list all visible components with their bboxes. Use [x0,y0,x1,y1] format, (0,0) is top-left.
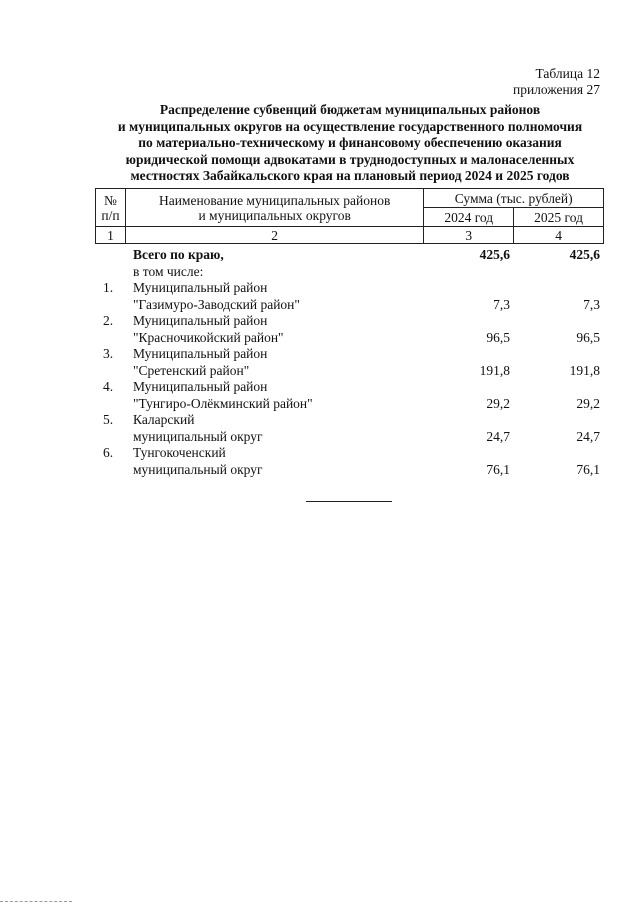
total-2025: 425,6 [569,247,600,262]
header-name-cell [125,189,423,227]
header-year-2024: 2024 год [424,208,514,227]
table-row [95,297,604,314]
row-number: 4. [103,379,114,394]
row-number: 3. [103,346,114,361]
table-row [95,330,604,347]
value-2024: 76,1 [486,461,510,477]
value-2024: 191,8 [479,362,510,378]
value-2025: 96,5 [576,329,600,345]
value-2024: 7,3 [493,296,510,312]
column-index-3: 3 [424,227,514,244]
table-header [95,188,604,244]
header-name-label: Наименование муниципальных районов [158,192,391,208]
total-sub-row [95,264,604,281]
appendix-number: приложения 27 [512,82,600,97]
row-number: 6. [103,445,114,460]
table-number: Таблица 12 [535,66,600,81]
scan-edge-mark [0,901,72,902]
header-name-label: и муниципальных округов [198,207,351,223]
document-title [80,102,620,185]
table-row [95,313,604,330]
header-number-cell [96,189,126,227]
municipality-type: Муниципальный район [133,379,268,394]
column-index-1: 1 [96,227,126,244]
header-year-2025: 2025 год [514,208,604,227]
value-2025: 76,1 [576,461,600,477]
title-line: по материально-техническому и финансовому обеспечению оказания [138,135,562,150]
header-number-label: № [104,192,117,208]
municipality-type: муниципальный округ [133,461,263,477]
row-number: 5. [103,412,114,427]
value-2025: 191,8 [569,362,600,378]
column-index-2: 2 [125,227,423,244]
title-line: юридической помощи адвокатами в труднодоступных и малонаселенных [125,151,575,167]
header-sum-cell: Сумма (тыс. рублей) [424,189,604,208]
municipality-type: муниципальный округ [133,428,263,444]
row-number: 1. [103,280,114,295]
title-line: Распределение субвенций бюджетам муниципальных районов [159,102,541,117]
including-label: в том числе: [133,263,204,279]
total-label: Всего по краю, [133,247,224,262]
value-2025: 7,3 [583,296,600,312]
table-row [95,346,604,363]
municipality-type: Муниципальный район [133,346,268,361]
table-row [95,363,604,380]
municipality-type: Муниципальный район [133,313,268,328]
table-row [95,379,604,396]
table-row [95,412,604,429]
total-2024: 425,6 [479,247,510,262]
title-line: и муниципальных округов на осуществление государственного полномочия [117,118,583,134]
table-row [95,445,604,462]
end-divider [306,501,392,502]
municipality-name: "Красночикойский район" [133,329,284,345]
municipality-name: "Газимуро-Заводский район" [133,296,300,312]
title-line: местностях Забайкальского края на плановый период 2024 и 2025 годов [130,168,570,183]
municipality-name: "Тунгиро-Олёкминский район" [133,395,313,411]
table-row [95,462,604,479]
total-row [95,247,604,264]
column-index-4: 4 [514,227,604,244]
header-number-label: п/п [101,207,120,223]
table-row [95,396,604,413]
municipality-name: "Сретенский район" [133,362,250,378]
value-2024: 29,2 [486,395,510,411]
municipality-name: Каларский [133,412,195,427]
table-row [95,429,604,446]
table-row [95,280,604,297]
municipality-name: Тунгокоченский [133,445,226,460]
municipality-type: Муниципальный район [133,280,268,295]
value-2024: 96,5 [486,329,510,345]
table-body [95,247,604,478]
value-2024: 24,7 [486,428,510,444]
value-2025: 29,2 [576,395,600,411]
row-number: 2. [103,313,114,328]
value-2025: 24,7 [576,428,600,444]
table-reference [513,66,600,98]
